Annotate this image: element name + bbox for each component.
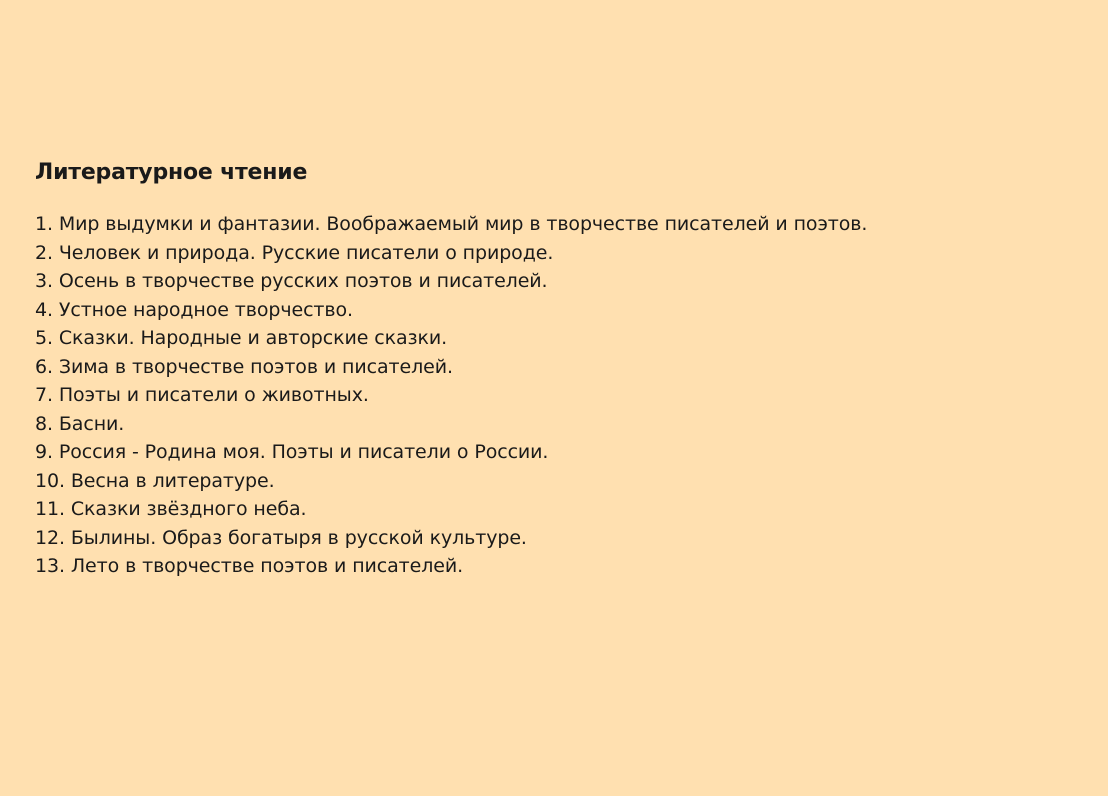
- topic-item-4: 4. Устное народное творчество.: [35, 298, 353, 321]
- topic-item-2: 2. Человек и природа. Русские писатели о природе.: [35, 241, 554, 264]
- topic-item-13: 13. Лето в творчестве поэтов и писателей.: [35, 555, 464, 577]
- page-title: Литературное чтение: [35, 160, 308, 185]
- topic-item-8: 8. Басни.: [35, 412, 125, 435]
- topic-item-9: 9. Россия - Родина моя. Поэты и писатели о России.: [35, 441, 549, 463]
- topic-item-3: 3. Осень в творчестве русских поэтов и писателей.: [35, 270, 548, 292]
- topic-item-7: 7. Поэты и писатели о животных.: [35, 384, 369, 406]
- topic-item-6: 6. Зима в творчестве поэтов и писателей.: [35, 355, 453, 378]
- topic-item-1: 1. Мир выдумки и фантазии. Воображаемый мир в творчестве писателей и поэтов.: [35, 213, 868, 235]
- topic-item-10: 10. Весна в литературе.: [35, 469, 275, 492]
- content-area: [35, 158, 1075, 581]
- topic-item-5: 5. Сказки. Народные и авторские сказки.: [35, 327, 448, 349]
- topic-item-11: 11. Сказки звёздного неба.: [35, 498, 307, 520]
- topic-item-12: 12. Былины. Образ богатыря в русской культуре.: [35, 526, 527, 549]
- topic-list: [35, 210, 1075, 581]
